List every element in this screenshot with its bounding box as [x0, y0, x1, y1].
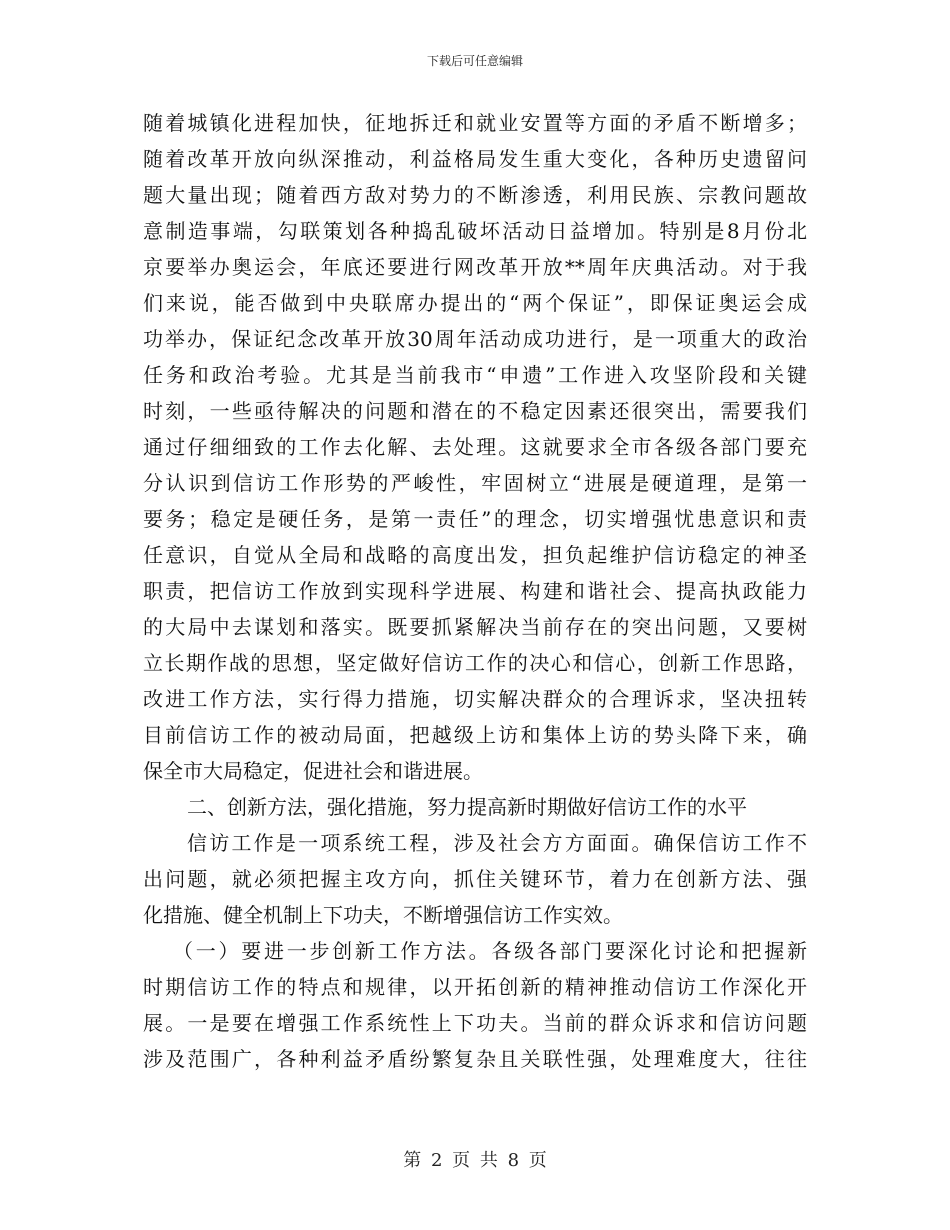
document-body	[143, 105, 807, 1077]
body-line: 职责，把信访工作放到实现科学进展、构建和谐社会、提高执政能力	[143, 579, 807, 603]
body-line: 展。一是要在增强工作系统性上下功夫。当前的群众诉求和信访问题	[143, 1011, 807, 1035]
body-line: 意制造事端，勾联策划各种捣乱破坏活动日益增加。特别是8月份北	[143, 219, 807, 243]
body-line: 随着改革开放向纵深推动，利益格局发生重大变化，各种历史遗留问	[143, 147, 807, 171]
body-line: 立长期作战的思想，坚定做好信访工作的决心和信心，创新工作思路，	[143, 651, 807, 675]
body-line: 时期信访工作的特点和规律，以开拓创新的精神推动信访工作深化开	[143, 975, 807, 999]
body-line: 题大量出现；随着西方敌对势力的不断渗透，利用民族、宗教问题故	[143, 183, 807, 207]
body-line: 分认识到信访工作形势的严峻性，牢固树立“进展是硬道理，是第一	[143, 471, 807, 495]
body-line: 改进工作方法，实行得力措施，切实解决群众的合理诉求，坚决扭转	[143, 687, 807, 711]
body-line: 们来说，能否做到中央联席办提出的“两个保证”，即保证奥运会成	[143, 291, 807, 315]
body-line: 的大局中去谋划和落实。既要抓紧解决当前存在的突出问题，又要树	[143, 615, 807, 639]
page-number: 第 2 页 共 8 页	[403, 1150, 547, 1171]
body-line: 随着城镇化进程加快，征地拆迁和就业安置等方面的矛盾不断增多；	[143, 111, 807, 135]
body-line: 任意识，自觉从全局和战略的高度出发，担负起维护信访稳定的神圣	[143, 543, 807, 567]
body-line: 时刻，一些亟待解决的问题和潜在的不稳定因素还很突出，需要我们	[143, 399, 807, 423]
body-line: 保全市大局稳定，促进社会和谐进展。	[143, 759, 483, 783]
body-line: 功举办，保证纪念改革开放30周年活动成功进行，是一项重大的政治	[143, 327, 807, 351]
body-line: 要务；稳定是硬任务，是第一责任”的理念，切实增强忧患意识和责	[143, 507, 807, 531]
section-heading: 二、创新方法，强化措施，努力提高新时期做好信访工作的水平	[187, 795, 747, 819]
body-line: 涉及范围广，各种利益矛盾纷繁复杂且关联性强，处理难度大，往往	[143, 1047, 807, 1071]
body-line: 京要举办奥运会，年底还要进行网改革开放**周年庆典活动。对于我	[143, 255, 807, 279]
page-header-note: 下载后可任意编辑	[426, 54, 523, 68]
body-line: （一）要进一步创新工作方法。各级各部门要深化讨论和把握新	[173, 939, 807, 963]
body-line: 信访工作是一项系统工程，涉及社会方方面面。确保信访工作不	[187, 831, 807, 855]
body-line: 化措施、健全机制上下功夫，不断增强信访工作实效。	[143, 903, 623, 927]
body-line: 出问题，就必须把握主攻方向，抓住关键环节，着力在创新方法、强	[143, 867, 807, 891]
body-line: 任务和政治考验。尤其是当前我市“申遗”工作进入攻坚阶段和关键	[143, 363, 807, 387]
body-line: 目前信访工作的被动局面，把越级上访和集体上访的势头降下来，确	[143, 723, 807, 747]
body-line: 通过仔细细致的工作去化解、去处理。这就要求全市各级各部门要充	[143, 435, 807, 459]
